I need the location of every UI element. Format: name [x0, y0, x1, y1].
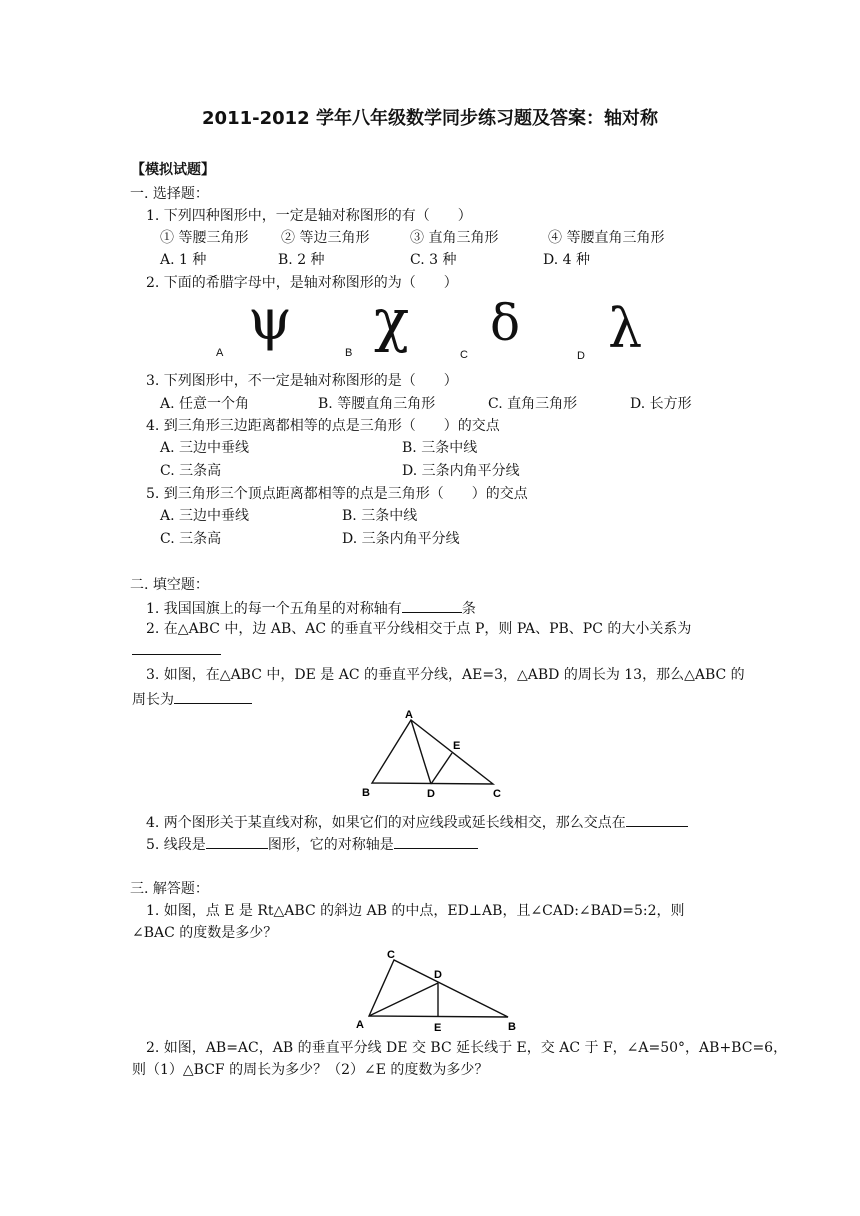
q5-option-a: A. 三边中垂线: [160, 508, 250, 524]
delta-glyph: δ: [490, 294, 521, 352]
q1-option-a: A. 1 种: [160, 252, 207, 268]
q1-item-4: ④ 等腰直角三角形: [548, 230, 665, 246]
q1-item-3: ③ 直角三角形: [410, 230, 499, 246]
answer-blank[interactable]: [626, 812, 688, 827]
vertex-c: C: [387, 949, 395, 961]
fill-q4-text: 4. 两个图形关于某直线对称，如果它们的对应线段或延长线相交，那么交点在: [146, 815, 626, 831]
answer-blank[interactable]: [402, 598, 462, 613]
sec2-heading: 二. 填空题：: [130, 577, 209, 593]
solve-q2-line1: 2. 如图，AB=AC，AB 的垂直平分线 DE 交 BC 延长线于 E，交 AC 于 F，∠A=50°，AB+BC=6，: [146, 1040, 788, 1056]
q1-option-c: C. 3 种: [410, 252, 457, 268]
q1-stem: 1. 下列四种图形中，一定是轴对称图形的有（ ）: [146, 208, 472, 224]
fill-q1-text: 1. 我国国旗上的每一个五角星的对称轴有: [146, 601, 402, 617]
q3-option-a: A. 任意一个角: [160, 396, 250, 412]
q3-option-c: C. 直角三角形: [488, 396, 578, 412]
q4-stem: 4. 到三角形三边距离都相等的点是三角形（ ）的交点: [146, 418, 500, 434]
vertex-b: B: [362, 787, 370, 799]
sec3-heading: 三. 解答题：: [130, 881, 209, 897]
q5-option-d: D. 三条内角平分线: [342, 531, 460, 547]
vertex-a: A: [356, 1019, 364, 1031]
triangle-figure-2: [350, 944, 525, 1036]
q5-stem: 5. 到三角形三个顶点距离都相等的点是三角形（ ）的交点: [146, 486, 528, 502]
fill-q3-line2-text: 周长为: [132, 692, 174, 708]
segment-ad: [411, 720, 431, 784]
q1-item-2: ② 等边三角形: [281, 230, 370, 246]
psi-glyph: ψ: [248, 288, 292, 353]
vertex-a: A: [405, 709, 413, 721]
q4-option-b: B. 三条中线: [402, 440, 478, 456]
fill-q2-line1: 2. 在△ABC 中，边 AB、AC 的垂直平分线相交于点 P，则 PA、PB、PC 的大小关系为: [146, 621, 692, 637]
fill-q5-mid: 图形，它的对称轴是: [267, 837, 394, 853]
answer-blank[interactable]: [174, 689, 252, 704]
q3-option-b: B. 等腰直角三角形: [318, 396, 436, 412]
segment-ad: [369, 983, 438, 1016]
vertex-e: E: [434, 1022, 442, 1034]
triangle-figure-1: [360, 706, 510, 802]
vertex-d: D: [427, 788, 435, 800]
vertex-d: D: [434, 969, 442, 981]
solve-q1-line1: 1. 如图，点 E 是 Rt△ABC 的斜边 AB 的中点，ED⊥AB，且∠CAD:∠BAD=5:2，则: [146, 903, 685, 919]
q1-option-d: D. 4 种: [543, 252, 590, 268]
q4-option-d: D. 三条内角平分线: [402, 463, 520, 479]
fill-q3-line1: 3. 如图，在△ABC 中，DE 是 AC 的垂直平分线，AE=3，△ABD 的周长为 13，那么△ABC 的: [146, 667, 745, 683]
q2-label-d: D: [577, 350, 585, 362]
q5-option-c: C. 三条高: [160, 531, 222, 547]
q1-option-b: B. 2 种: [278, 252, 325, 268]
q5-option-b: B. 三条中线: [342, 508, 418, 524]
section-header: 【模拟试题】: [131, 162, 215, 178]
vertex-b: B: [508, 1021, 516, 1033]
fill-q3-line2: [132, 689, 252, 709]
fill-q5: [146, 834, 478, 854]
vertex-e: E: [453, 740, 461, 752]
triangle-abc: [372, 720, 493, 784]
solve-q2-line2: 则（1）△BCF 的周长为多少？（2）∠E 的度数为多少？: [132, 1062, 489, 1078]
q2-stem: 2. 下面的希腊字母中，是轴对称图形的为（ ）: [146, 275, 458, 291]
q2-label-a: A: [216, 347, 224, 359]
answer-blank[interactable]: [132, 640, 221, 655]
q2-label-c: C: [460, 349, 468, 361]
q3-stem: 3. 下列图形中，不一定是轴对称图形的是（ ）: [146, 373, 458, 389]
solve-q1-line2: ∠BAC 的度数是多少？: [132, 925, 278, 941]
fill-q1: [146, 598, 476, 618]
answer-blank[interactable]: [206, 834, 268, 849]
lambda-glyph: λ: [608, 297, 643, 360]
chi-glyph: χ: [374, 286, 410, 354]
vertex-c: C: [493, 788, 501, 800]
fill-q2-line2: [132, 640, 221, 660]
fill-q4: [146, 812, 688, 832]
page-title: 2011-2012 学年八年级数学同步练习题及答案：轴对称: [202, 108, 658, 129]
q4-option-a: A. 三边中垂线: [160, 440, 250, 456]
q2-label-b: B: [345, 347, 353, 359]
q1-item-1: ① 等腰三角形: [160, 230, 249, 246]
segment-de: [431, 753, 452, 784]
q4-option-c: C. 三条高: [160, 463, 222, 479]
fill-q5-text: 5. 线段是: [146, 837, 206, 853]
q3-option-d: D. 长方形: [630, 396, 692, 412]
sec1-heading: 一. 选择题：: [130, 186, 209, 202]
answer-blank[interactable]: [394, 834, 478, 849]
fill-q1-suffix: 条: [461, 601, 476, 617]
